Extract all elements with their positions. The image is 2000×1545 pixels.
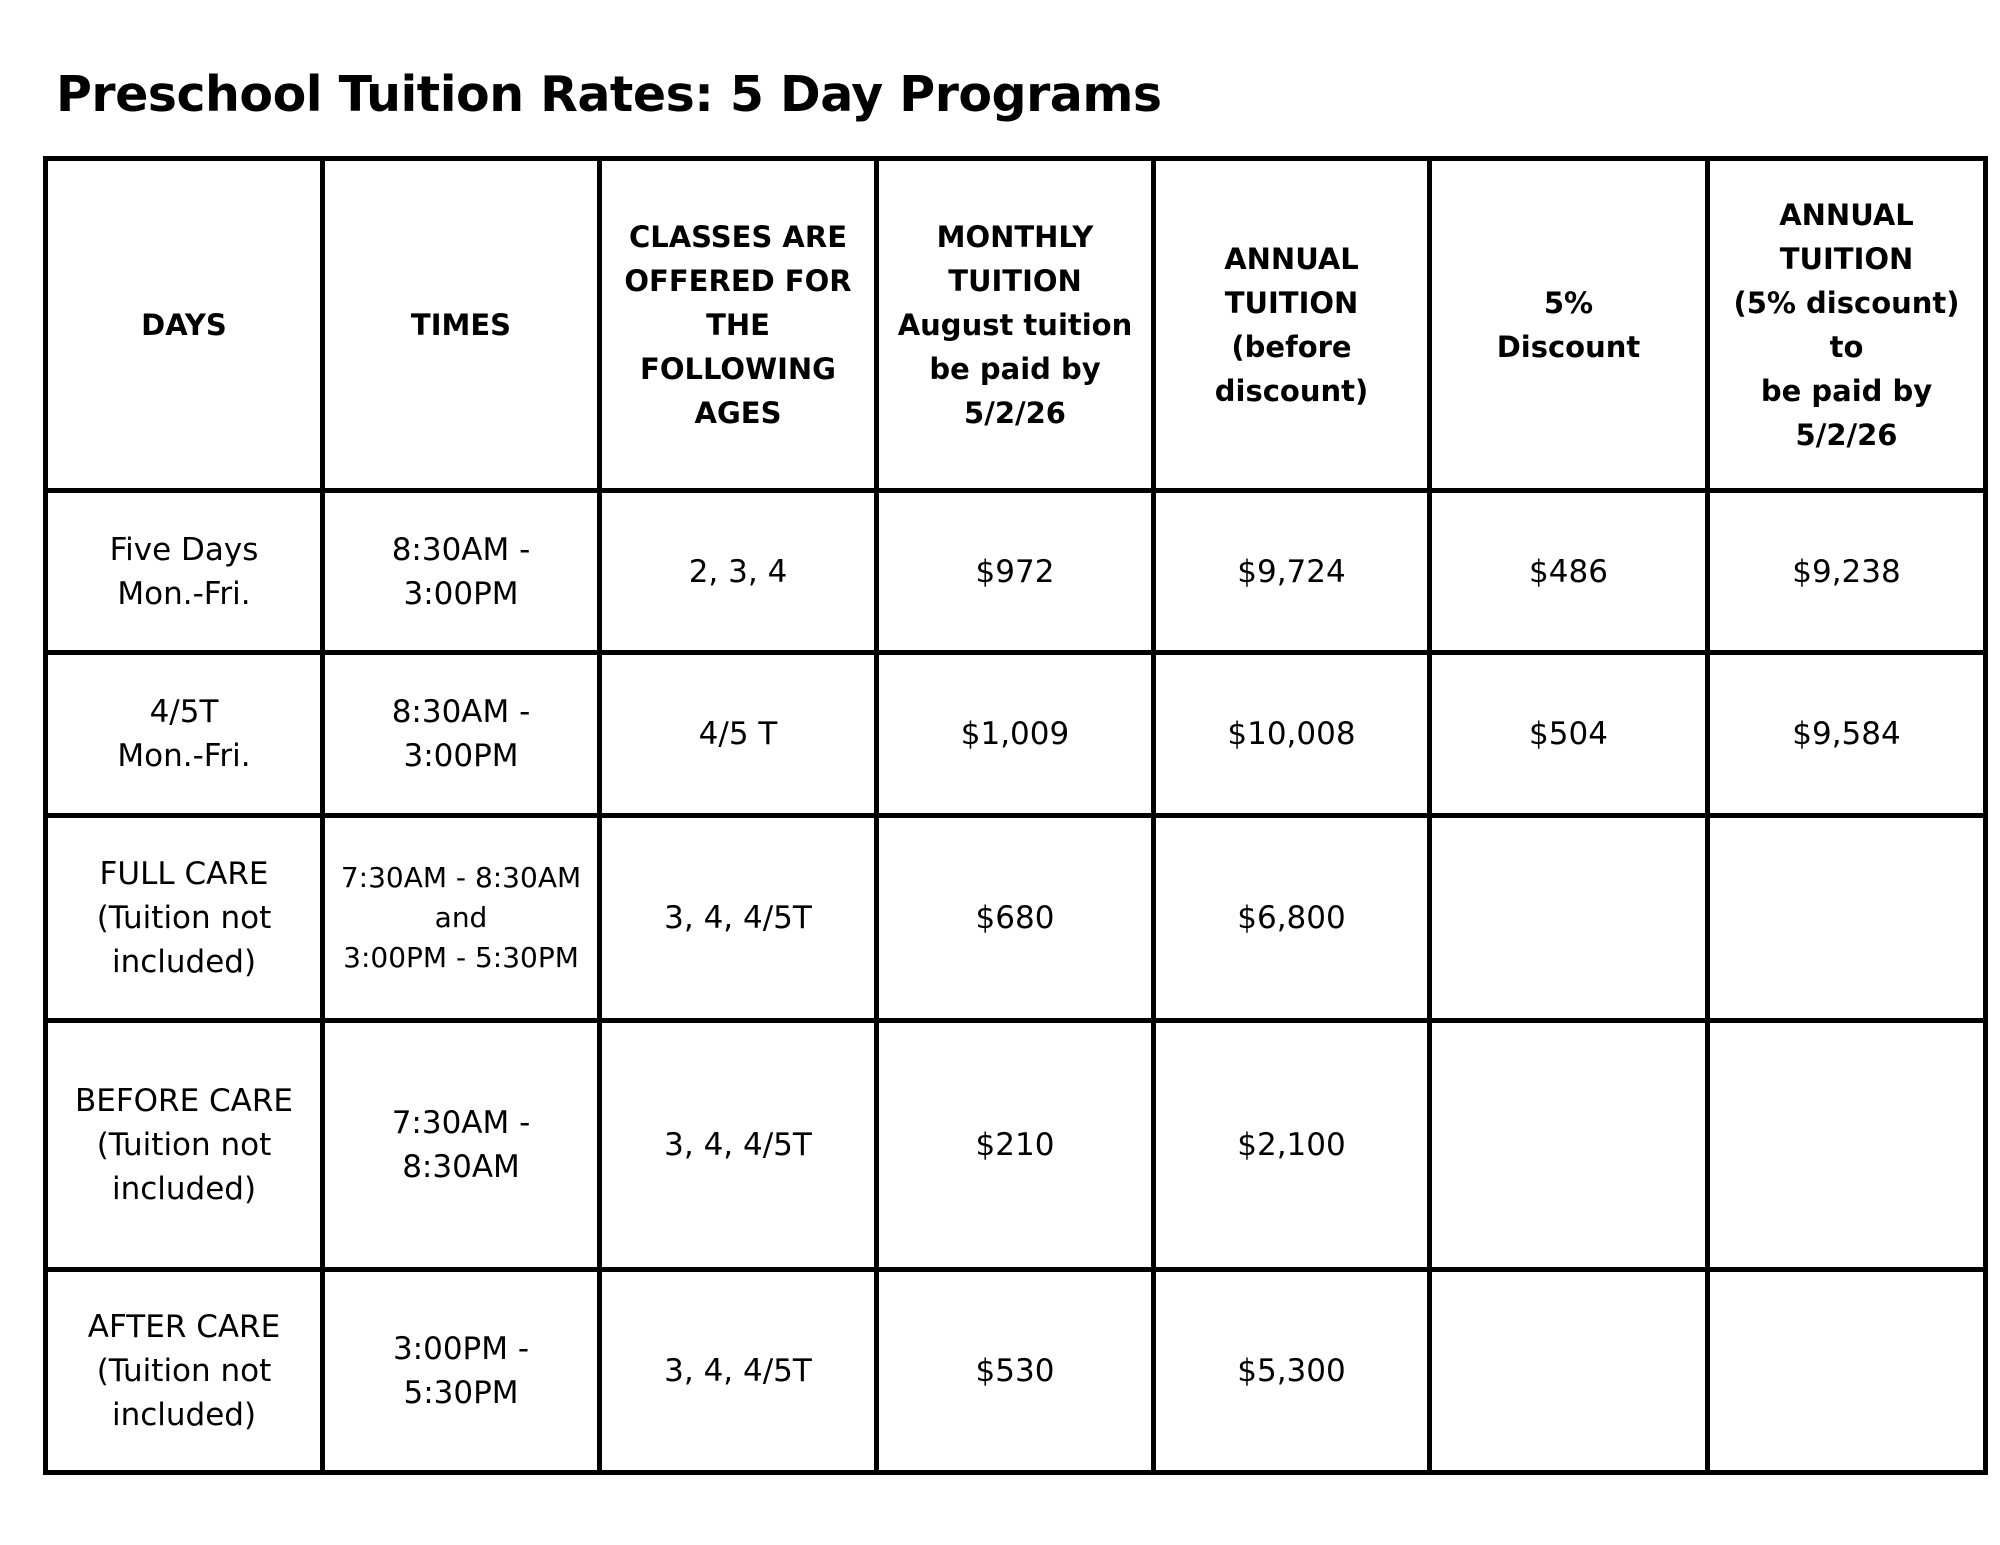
cell-annual: $5,300: [1154, 1270, 1430, 1473]
cell-monthly: $530: [877, 1270, 1154, 1473]
cell-times: [323, 1021, 600, 1270]
header-times: [323, 159, 600, 491]
tuition-table: [43, 156, 1988, 1475]
cell-monthly: $680: [877, 816, 1154, 1021]
table-row: [46, 491, 1986, 653]
cell-ages: 3, 4, 4/5T: [600, 1021, 877, 1270]
cell-line: 3:00PM -: [392, 1331, 530, 1367]
cell-days: [46, 653, 323, 816]
cell-line: included): [111, 1397, 257, 1433]
cell-annual-discounted: [1708, 1021, 1986, 1270]
header-line: 5/2/26: [964, 395, 1066, 430]
cell-line: (Tuition not: [96, 1127, 272, 1163]
header-annual-tuition: [1154, 159, 1430, 491]
cell-discount: [1430, 1021, 1708, 1270]
cell-annual: $10,008: [1154, 653, 1430, 816]
cell-discount: [1430, 816, 1708, 1021]
header-line: TIMES: [410, 307, 512, 342]
cell-times: [323, 816, 600, 1021]
header-line: DAYS: [141, 307, 227, 342]
header-line: TUITION: [1224, 285, 1359, 320]
header-line: CLASSES ARE: [628, 219, 848, 254]
header-line: ANNUAL: [1224, 241, 1359, 276]
cell-discount: [1430, 1270, 1708, 1473]
header-line: discount): [1214, 373, 1369, 408]
header-line: MONTHLY: [936, 219, 1094, 254]
cell-line: 3:00PM - 5:30PM: [343, 941, 579, 974]
table-row: [46, 816, 1986, 1021]
header-line: OFFERED FOR: [624, 263, 852, 298]
cell-annual: $9,724: [1154, 491, 1430, 653]
cell-line: (Tuition not: [96, 900, 272, 936]
cell-line: (Tuition not: [96, 1353, 272, 1389]
header-monthly-tuition: [877, 159, 1154, 491]
cell-line: FULL CARE: [99, 856, 269, 892]
cell-line: 8:30AM: [402, 1149, 520, 1185]
cell-times: [323, 1270, 600, 1473]
header-line: 5/2/26: [1795, 417, 1898, 452]
cell-monthly: $972: [877, 491, 1154, 653]
header-line: Discount: [1496, 329, 1641, 364]
header-row: [46, 159, 1986, 491]
cell-ages: 3, 4, 4/5T: [600, 1270, 877, 1473]
cell-annual: $6,800: [1154, 816, 1430, 1021]
header-line: THE: [706, 307, 770, 342]
header-discount: [1430, 159, 1708, 491]
cell-times: [323, 653, 600, 816]
header-line: ANNUAL: [1779, 197, 1914, 232]
header-line: (5% discount) to: [1733, 285, 1960, 364]
cell-line: 5:30PM: [403, 1375, 519, 1411]
cell-days: [46, 816, 323, 1021]
cell-line: BEFORE CARE: [74, 1083, 294, 1119]
cell-discount: $486: [1430, 491, 1708, 653]
cell-discount: $504: [1430, 653, 1708, 816]
cell-line: 8:30AM -: [391, 694, 531, 730]
header-days: [46, 159, 323, 491]
cell-line: 7:30AM -: [391, 1105, 531, 1141]
cell-line: included): [111, 1171, 257, 1207]
cell-line: 4/5T: [149, 694, 219, 730]
cell-times: [323, 491, 600, 653]
header-line: be paid by: [929, 351, 1101, 386]
table-row: [46, 1021, 1986, 1270]
header-line: TUITION: [948, 263, 1082, 298]
header-annual-discounted: [1708, 159, 1986, 491]
cell-annual-discounted: $9,238: [1708, 491, 1986, 653]
cell-line: Mon.-Fri.: [117, 575, 251, 612]
cell-line: Five Days: [109, 531, 259, 568]
header-line: TUITION: [1779, 241, 1914, 276]
cell-line: 7:30AM - 8:30AM: [340, 861, 582, 894]
cell-monthly: $210: [877, 1021, 1154, 1270]
header-ages: [600, 159, 877, 491]
cell-line: 3:00PM: [403, 738, 519, 774]
table-row: [46, 1270, 1986, 1473]
cell-ages: 4/5 T: [600, 653, 877, 816]
header-line: 5%: [1543, 285, 1594, 320]
cell-annual-discounted: [1708, 1270, 1986, 1473]
cell-line: 8:30AM -: [391, 531, 531, 568]
cell-days: [46, 1021, 323, 1270]
page-title: Preschool Tuition Rates: 5 Day Programs: [56, 66, 1162, 123]
cell-line: included): [111, 944, 257, 980]
cell-annual-discounted: $9,584: [1708, 653, 1986, 816]
header-line: FOLLOWING: [640, 351, 836, 386]
cell-monthly: $1,009: [877, 653, 1154, 816]
cell-annual-discounted: [1708, 816, 1986, 1021]
cell-line: and: [434, 901, 488, 934]
cell-line: AFTER CARE: [87, 1309, 281, 1345]
cell-days: [46, 491, 323, 653]
header-line: AGES: [694, 395, 782, 430]
header-line: August tuition: [897, 307, 1133, 342]
cell-line: 3:00PM: [403, 575, 519, 612]
cell-ages: 3, 4, 4/5T: [600, 816, 877, 1021]
header-line: be paid by: [1760, 373, 1933, 408]
table-row: [46, 653, 1986, 816]
header-line: (before: [1231, 329, 1352, 364]
cell-line: Mon.-Fri.: [117, 738, 251, 774]
cell-annual: $2,100: [1154, 1021, 1430, 1270]
cell-ages: 2, 3, 4: [600, 491, 877, 653]
cell-days: [46, 1270, 323, 1473]
